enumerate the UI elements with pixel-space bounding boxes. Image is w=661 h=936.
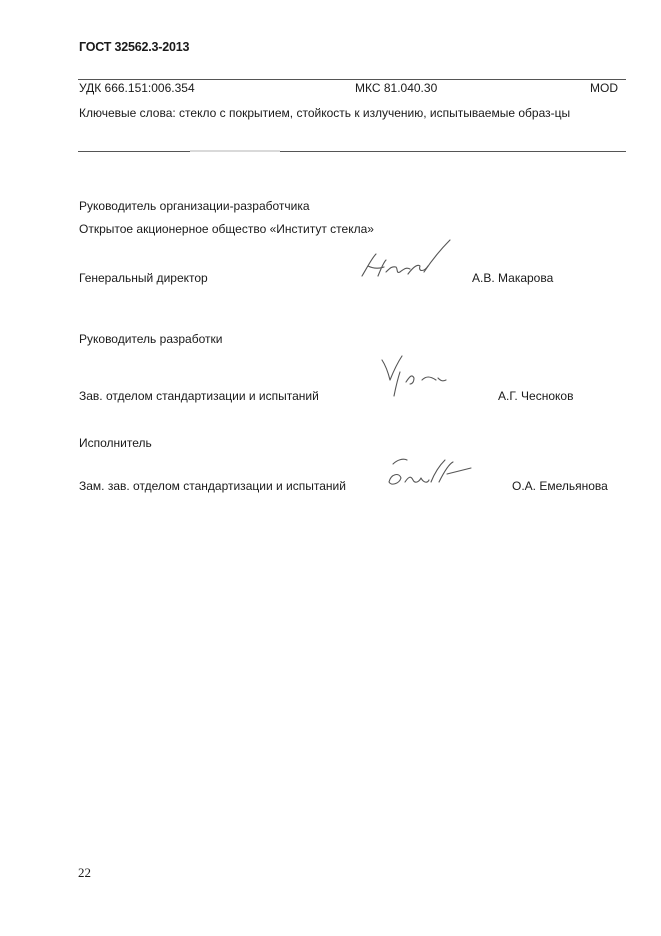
executor-label: Исполнитель: [79, 436, 152, 450]
development-head-label: Руководитель разработки: [79, 332, 223, 346]
head-of-department-signature: [376, 352, 456, 402]
udk-code: УДК 666.151:006.354: [79, 81, 195, 95]
scan-artifact: [190, 150, 280, 152]
page-number: 22: [78, 865, 91, 880]
mks-code: МКС 81.040.30: [355, 81, 438, 95]
keywords: [79, 102, 624, 125]
deputy-head-position: Зам. зав. отделом стандартизации и испытаний: [79, 479, 346, 493]
director-signature: [358, 236, 458, 286]
head-of-department-name: А.Г. Чесноков: [498, 389, 574, 403]
organization-head-label: Руководитель организации-разработчика: [79, 199, 310, 213]
document-code: ГОСТ 32562.3-2013: [79, 40, 190, 54]
mod-label: MOD: [590, 81, 618, 95]
deputy-head-name: О.А. Емельянова: [512, 479, 608, 493]
deputy-head-signature: [383, 452, 483, 497]
bottom-rule: [78, 151, 626, 152]
head-of-department-position: Зав. отделом стандартизации и испытаний: [79, 389, 319, 403]
keywords-text: Ключевые слова: стекло с покрытием, стойкость к излучению, испытываемые образ-цы: [79, 106, 571, 120]
director-position: Генеральный директор: [79, 271, 208, 285]
top-rule: [78, 79, 626, 80]
director-name: А.В. Макарова: [472, 271, 554, 285]
organization-name: Открытое акционерное общество «Институт стекла»: [79, 222, 374, 236]
